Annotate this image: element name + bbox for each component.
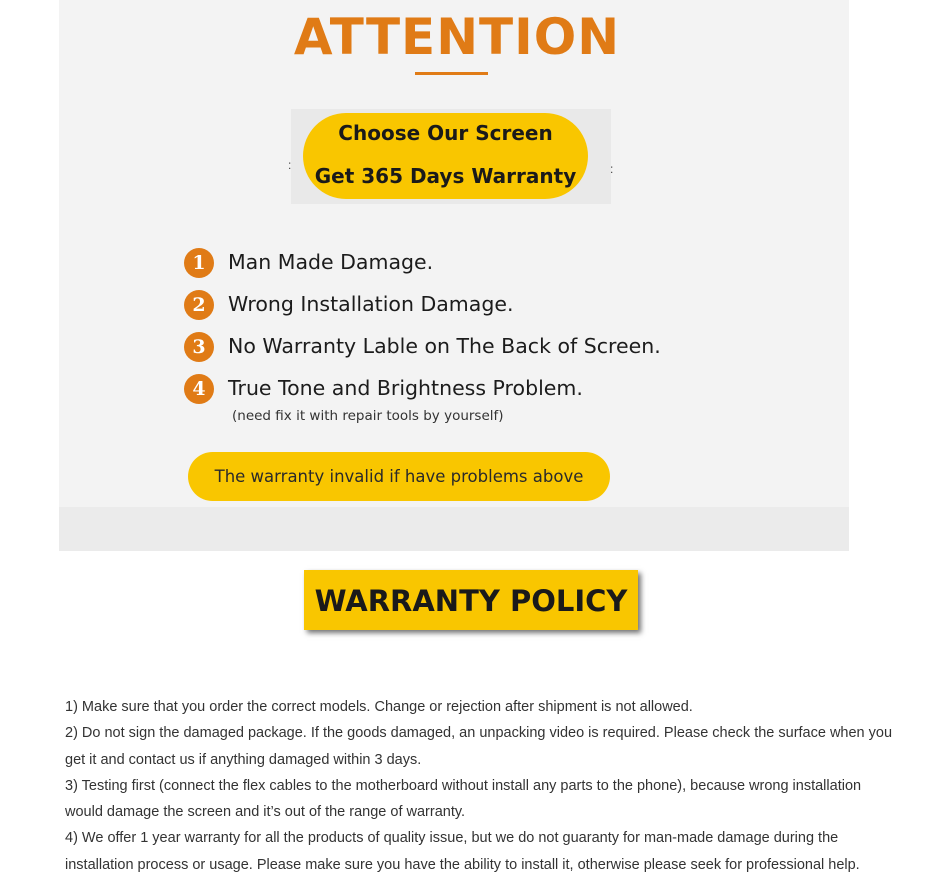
list-item-text: Man Made Damage. (228, 250, 434, 274)
promo-line-1: Choose Our Screen (338, 121, 553, 145)
attention-panel (59, 0, 849, 551)
number-badge: 3 (184, 332, 214, 362)
promo-mark-left: : (288, 158, 292, 172)
policy-list (65, 694, 900, 878)
item-note: (need fix it with repair tools by yourself) (232, 408, 504, 424)
title-underline (415, 72, 488, 75)
policy-item: 3) Testing first (connect the flex cables to the motherboard without install any parts to the phone), because wrong installation would damage the screen and it’s out of the range of warranty. (65, 777, 862, 821)
policy-item: 1) Make sure that you order the correct models. Change or rejection after shipment is not allowed. (65, 699, 693, 715)
warranty-promo-badge (303, 113, 588, 199)
list-item-text: Wrong Installation Damage. (228, 292, 514, 316)
number-badge: 1 (184, 248, 214, 278)
policy-item: 2) Do not sign the damaged package. If the goods damaged, an unpacking video is required. Please check the surface when you get it and contact us if anything damaged within 3 days. (65, 725, 893, 768)
number-badge: 4 (184, 374, 214, 404)
panel-bottom-strip (59, 507, 849, 551)
list-item-text: True Tone and Brightness Problem. (228, 376, 583, 400)
list-item-text: No Warranty Lable on The Back of Screen. (228, 334, 661, 358)
attention-title: ATTENTION (293, 8, 621, 66)
warranty-policy-banner: WARRANTY POLICY (304, 570, 638, 630)
number-badge: 2 (184, 290, 214, 320)
policy-item: 4) We offer 1 year warranty for all the products of quality issue, but we do not guaranty for man-made damage during the installation process or usage. Please make sure you have the ability to install it, otherwise please seek for professional help. (65, 830, 860, 873)
warranty-invalid-notice: The warranty invalid if have problems above (188, 452, 610, 501)
promo-line-2: Get 365 Days Warranty (314, 164, 577, 188)
promo-mark-right: : (610, 162, 614, 176)
